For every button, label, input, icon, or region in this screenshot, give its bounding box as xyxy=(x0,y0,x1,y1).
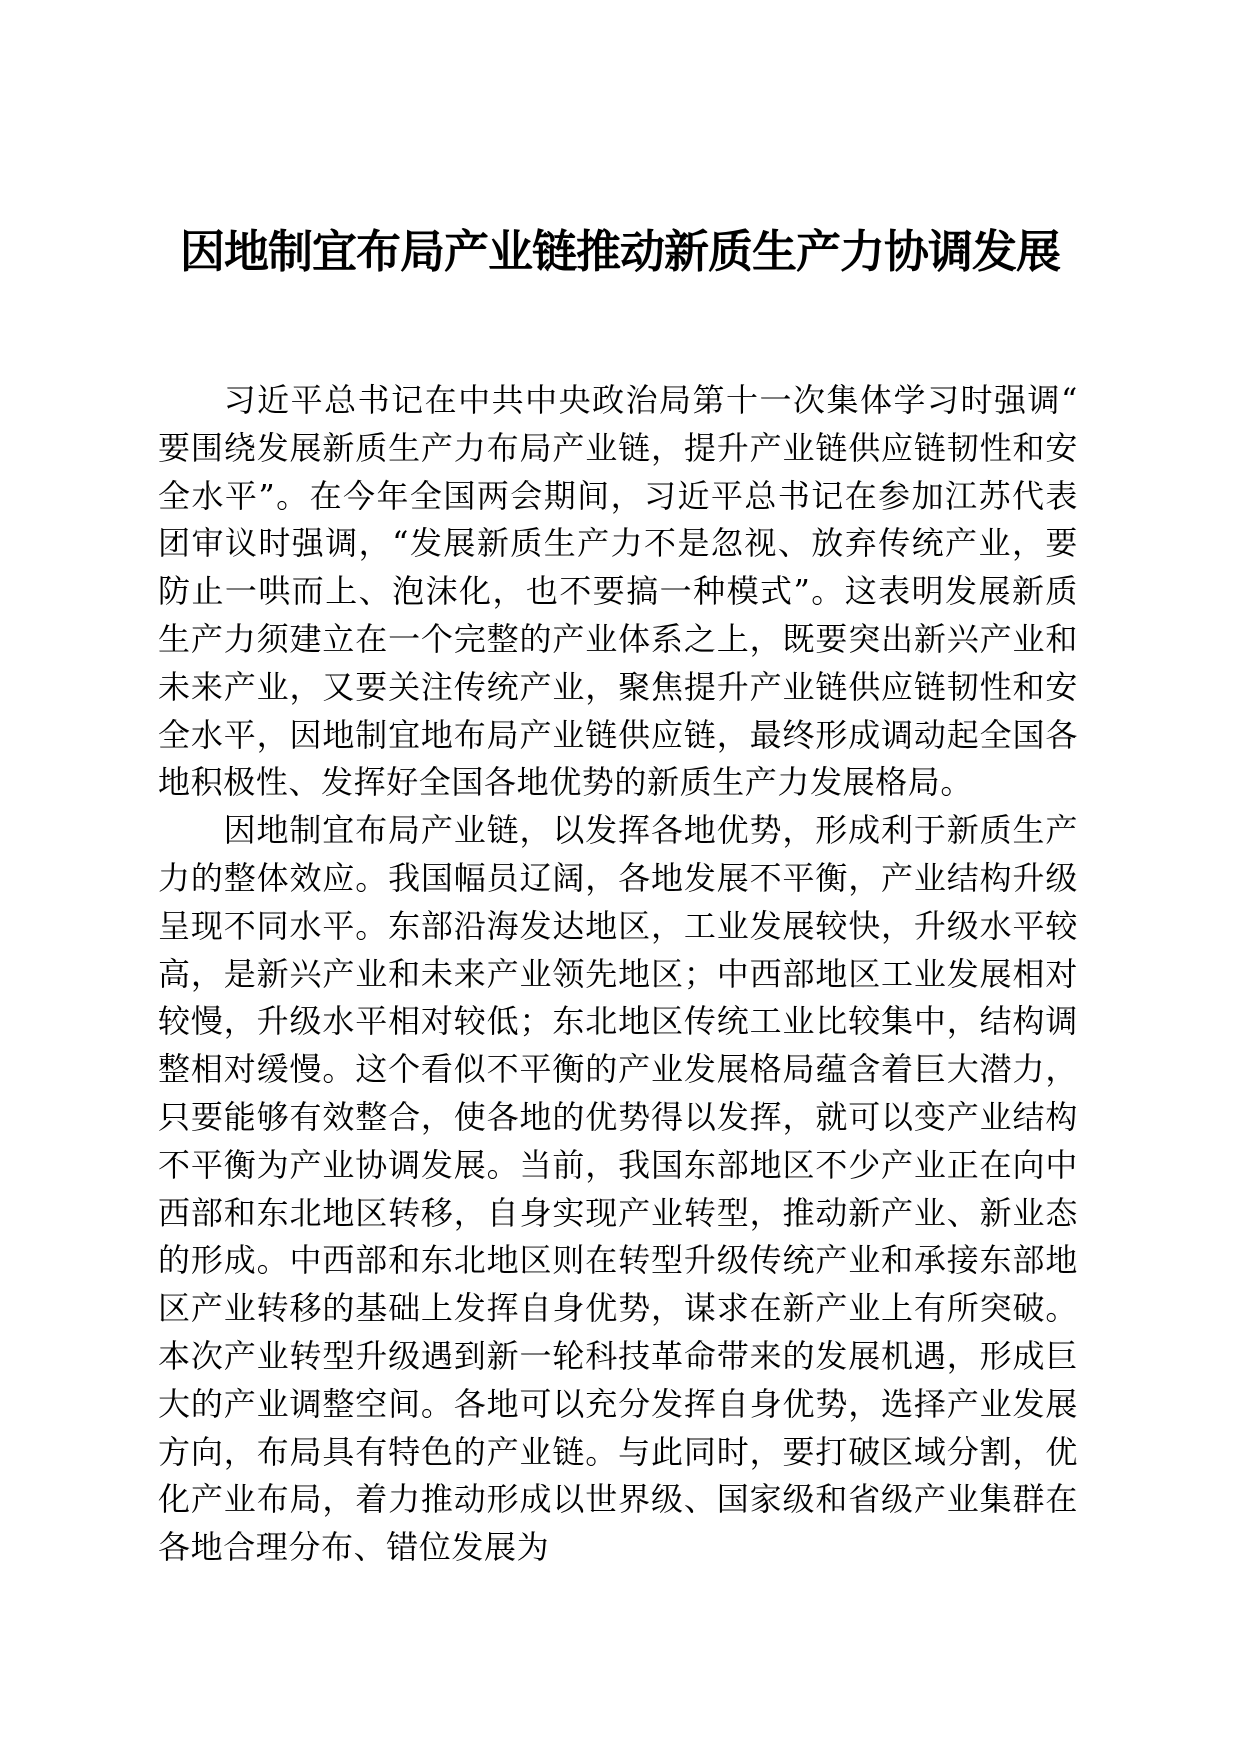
document-body xyxy=(158,377,1078,1572)
document-title: 因地制宜布局产业链推动新质生产力协调发展 xyxy=(179,225,1060,278)
paragraph-2: 因地制宜布局产业链，以发挥各地优势，形成利于新质生产力的整体效应。我国幅员辽阔，各地发展不平衡，产业结构升级呈现不同水平。东部沿海发达地区，工业发展较快，升级水平较高，是新兴产业和未来产业领先地区；中西部地区工业发展相对较慢，升级水平相对较低；东北地区传统工业比较集中，结构调整相对缓慢。这个看似不平衡的产业发展格局蕴含着巨大潜力，只要能够有效整合，使各地的优势得以发挥，就可以变产业结构不平衡为产业协调发展。当前，我国东部地区不少产业正在向中西部和东北地区转移，自身实现产业转型，推动新产业、新业态的形成。中西部和东北地区则在转型升级传统产业和承接东部地区产业转移的基础上发挥自身优势，谋求在新产业上有所突破。本次产业转型升级遇到新一轮科技革命带来的发展机遇，形成巨大的产业调整空间。各地可以充分发挥自身优势，选择产业发展方向，布局具有特色的产业链。与此同时，要打破区域分割，优化产业布局，着力推动形成以世界级、国家级和省级产业集群在各地合理分布、错位发展为 xyxy=(158,811,1078,1567)
paragraph-1: 习近平总书记在中共中央政治局第十一次集体学习时强调“要围绕发展新质生产力布局产业链，提升产业链供应链韧性和安全水平”。在今年全国两会期间，习近平总书记在参加江苏代表团审议时强调，“发展新质生产力不是忽视、放弃传统产业，要防止一哄而上、泡沫化，也不要搞一种模式”。这表明发展新质生产力须建立在一个完整的产业体系之上，既要突出新兴产业和未来产业，又要关注传统产业，聚焦提升产业链供应链韧性和安全水平，因地制宜地布局产业链供应链，最终形成调动起全国各地积极性、发挥好全国各地优势的新质生产力发展格局。 xyxy=(158,381,1078,802)
